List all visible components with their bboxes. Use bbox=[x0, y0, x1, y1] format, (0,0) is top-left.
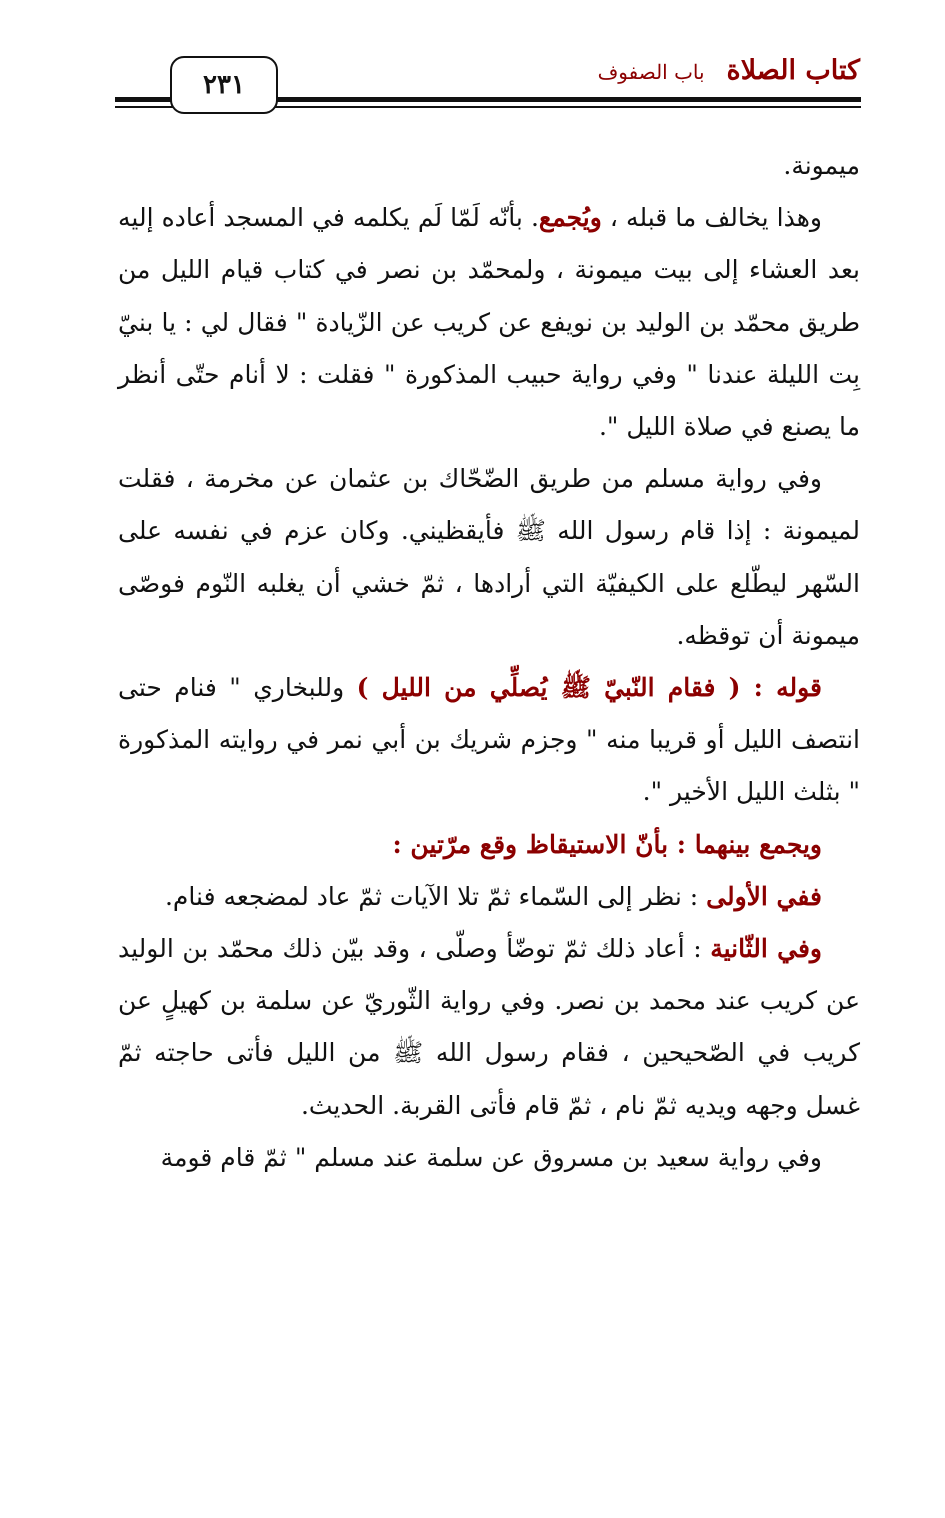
body-text: ميمونة. bbox=[783, 151, 860, 180]
paragraph bbox=[118, 140, 860, 192]
paragraph bbox=[118, 192, 860, 453]
paragraph bbox=[118, 819, 860, 871]
book-title: كتاب الصلاة bbox=[726, 55, 860, 86]
body-text: : نظر إلى السّماء ثمّ تلا الآيات ثمّ عاد لمضجعه فنام. bbox=[164, 881, 707, 911]
chapter-title: باب الصفوف bbox=[597, 60, 705, 84]
paragraph bbox=[118, 923, 860, 1132]
page-number: ٢٣١ bbox=[170, 56, 278, 114]
running-title bbox=[598, 55, 860, 86]
paragraph bbox=[118, 871, 860, 923]
highlighted-text: ويُجمع bbox=[538, 203, 602, 233]
paragraph bbox=[118, 1132, 860, 1184]
page-body bbox=[118, 140, 860, 1184]
body-text: وفي رواية مسلم من طريق الضّحّاك بن عثمان عن مخرمة ، فقلت لميمونة : إذا قام رسول الله ﷺ فأيقظيني. وكان عزم في نفسه على السّهر ليطّلع على الكيفيّة التي أرادها ، ثمّ خشي أن يغلبه النّوم فوصّى ميمونة أن توقظه. bbox=[118, 464, 860, 650]
body-text: . بأنّه لَمّا لَم يكلمه في المسجد أعاده إليه بعد العشاء إلى بيت ميمونة ، ولمحمّد بن نصر في كتاب قيام الليل من طريق محمّد بن الوليد بن نويفع عن كريب عن الزّيادة " فقال لي : يا بنيّ بِت الليلة عندنا " وفي رواية حبيب المذكورة " فقلت : لا أنام حتّى أنظر ما يصنع في صلاة الليل ". bbox=[118, 203, 860, 442]
highlighted-text: قوله : ( فقام النّبيّ ﷺ يُصلِّي من الليل ) bbox=[356, 673, 822, 703]
paragraph bbox=[118, 453, 860, 662]
highlighted-text: ففي الأولى bbox=[706, 881, 822, 911]
paragraph bbox=[118, 662, 860, 819]
highlighted-text: وفي الثّانية bbox=[710, 934, 822, 964]
body-text: وللبخاري " فنام حتى انتصف الليل أو قريبا منه " وجزم شريك بن أبي نمر في روايته المذكورة " بثلث الليل الأخير ". bbox=[118, 673, 860, 807]
page-header bbox=[0, 0, 945, 120]
body-text: : أعاد ذلك ثمّ توضّأ وصلّى ، وقد بيّن ذلك محمّد بن الوليد عن كريب عند محمد بن نصر. وفي رواية الثّوريّ عن سلمة بن كهيلٍ عن كريب في الصّحيحين ، فقام رسول الله ﷺ من الليل فأتى حاجته ثمّ غسل وجهه ويديه ثمّ نام ، ثمّ قام فأتى القربة. الحديث. bbox=[118, 934, 860, 1120]
body-text: وهذا يخالف ما قبله ، bbox=[601, 203, 822, 233]
highlighted-text: ويجمع بينهما : بأنّ الاستيقاظ وقع مرّتين : bbox=[392, 829, 822, 859]
body-text: وفي رواية سعيد بن مسروق عن سلمة عند مسلم " ثمّ قام قومة bbox=[160, 1142, 822, 1172]
